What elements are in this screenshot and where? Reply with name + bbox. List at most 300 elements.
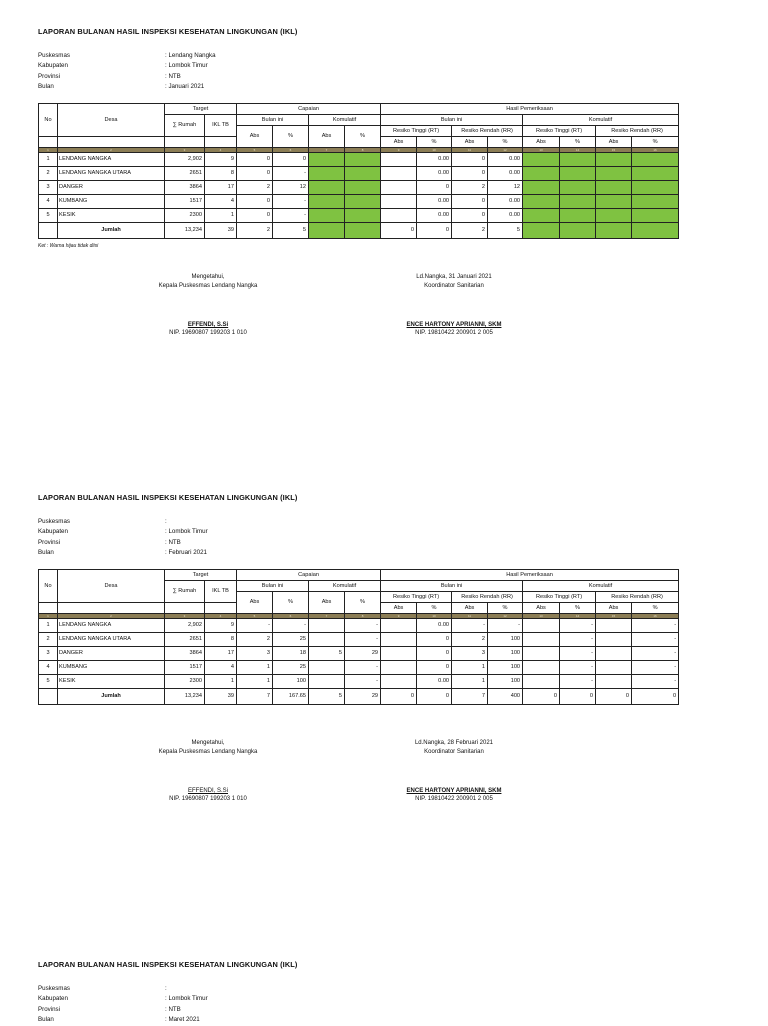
total-cell: 2 <box>237 223 273 239</box>
table-row <box>39 181 679 195</box>
row-cell <box>381 647 417 661</box>
row-cell <box>381 619 417 633</box>
row-cell <box>632 209 679 223</box>
total-cell: 0 <box>632 689 679 705</box>
row-cell: 0.00 <box>417 209 452 223</box>
header-pct: % <box>417 137 452 148</box>
row-cell <box>381 675 417 689</box>
total-cell: 7 <box>237 689 273 705</box>
row-cell: 0 <box>417 647 452 661</box>
header-rr: Resiko Rendah (RR) <box>596 126 679 137</box>
report-januari <box>38 27 738 336</box>
row-cell: 12 <box>488 181 523 195</box>
row-no: 3 <box>39 647 58 661</box>
row-cell <box>560 209 596 223</box>
total-cell: 7 <box>452 689 488 705</box>
row-cell <box>632 153 679 167</box>
col-number: 11 <box>452 614 488 619</box>
row-cell <box>523 181 560 195</box>
total-cell: 0 <box>560 689 596 705</box>
row-desa: KESIK <box>58 675 165 689</box>
row-cell <box>632 167 679 181</box>
header-abs: Abs <box>523 137 560 148</box>
header-abs: Abs <box>237 126 273 148</box>
row-cell: 0.00 <box>417 167 452 181</box>
total-cell <box>560 223 596 239</box>
ikl-table <box>38 103 679 239</box>
col-number: 2 <box>58 148 165 153</box>
row-rumah: 1517 <box>165 661 205 675</box>
total-ikl: 39 <box>205 689 237 705</box>
header-spacer <box>205 137 237 148</box>
header-kumulatif: Komulatif <box>523 581 679 592</box>
header-kumulatif: Komulatif <box>309 581 381 592</box>
row-desa: KESIK <box>58 209 165 223</box>
row-cell: - <box>273 209 309 223</box>
header-abs: Abs <box>309 126 345 148</box>
row-cell: 100 <box>488 675 523 689</box>
row-cell <box>345 181 381 195</box>
info-value: : NTB <box>165 538 181 546</box>
total-cell <box>596 223 632 239</box>
row-cell: 0 <box>452 195 488 209</box>
row-no: 2 <box>39 633 58 647</box>
row-cell: 1 <box>237 661 273 675</box>
row-cell <box>309 195 345 209</box>
col-number: 10 <box>417 614 452 619</box>
row-cell: - <box>488 619 523 633</box>
row-cell: 0.00 <box>417 153 452 167</box>
row-cell: 100 <box>273 675 309 689</box>
header-abs: Abs <box>452 603 488 614</box>
header-abs: Abs <box>523 603 560 614</box>
row-rumah: 2300 <box>165 675 205 689</box>
row-cell: 12 <box>273 181 309 195</box>
row-rumah: 2,902 <box>165 153 205 167</box>
row-desa: LENDANG NANGKA UTARA <box>58 167 165 181</box>
row-desa: LENDANG NANGKA <box>58 153 165 167</box>
row-no: 1 <box>39 619 58 633</box>
row-no: 4 <box>39 195 58 209</box>
table-row <box>39 661 679 675</box>
row-cell: - <box>560 633 596 647</box>
col-number: 16 <box>632 148 679 153</box>
row-cell: 100 <box>488 633 523 647</box>
header-no: No <box>39 104 58 137</box>
row-cell: - <box>273 619 309 633</box>
col-number: 5 <box>237 614 273 619</box>
row-cell <box>523 675 560 689</box>
row-cell: 2 <box>237 181 273 195</box>
total-cell: 167.65 <box>273 689 309 705</box>
header-spacer <box>58 603 165 614</box>
total-no <box>39 223 58 239</box>
row-desa: DANGER <box>58 181 165 195</box>
signature-left <box>118 274 298 336</box>
info-label: Provinsi <box>38 72 61 80</box>
header-rr: Resiko Rendah (RR) <box>452 592 523 603</box>
header-spacer <box>165 137 205 148</box>
total-cell <box>345 223 381 239</box>
header-no: No <box>39 570 58 603</box>
info-value: : <box>165 518 167 525</box>
row-cell: - <box>345 633 381 647</box>
col-number: 8 <box>345 148 381 153</box>
row-cell: - <box>632 647 679 661</box>
row-desa: LENDANG NANGKA UTARA <box>58 633 165 647</box>
row-cell <box>596 181 632 195</box>
row-cell <box>345 167 381 181</box>
row-ikl: 9 <box>205 619 237 633</box>
header-pct: % <box>632 137 679 148</box>
header-target: Target <box>165 570 237 581</box>
row-cell <box>309 675 345 689</box>
header-spacer <box>205 603 237 614</box>
row-cell <box>345 153 381 167</box>
total-cell: 2 <box>452 223 488 239</box>
sig-nip: NIP. 19690807 199203 1 010 <box>169 796 247 802</box>
row-no: 3 <box>39 181 58 195</box>
row-rumah: 1517 <box>165 195 205 209</box>
row-cell: 2 <box>237 633 273 647</box>
row-cell <box>596 167 632 181</box>
row-cell <box>596 647 632 661</box>
header-kumulatif: Komulatif <box>309 115 381 126</box>
col-number: 9 <box>381 614 417 619</box>
row-cell: 25 <box>273 633 309 647</box>
row-cell <box>523 661 560 675</box>
report-title: LAPORAN BULANAN HASIL INSPEKSI KESEHATAN LINGKUNGAN (IKL) <box>38 960 298 969</box>
row-no: 5 <box>39 209 58 223</box>
header-pct: % <box>417 603 452 614</box>
info-label: Provinsi <box>38 538 61 546</box>
header-pct: % <box>345 592 381 614</box>
col-number: 7 <box>309 614 345 619</box>
total-cell: 0 <box>417 689 452 705</box>
col-number: 7 <box>309 148 345 153</box>
note-text: Ket : Warna hijau tidak diisi <box>38 243 99 249</box>
header-bulan-ini: Bulan ini <box>237 115 309 126</box>
row-rumah: 2300 <box>165 209 205 223</box>
header-bulan-ini: Bulan ini <box>381 581 523 592</box>
row-cell: 0.00 <box>417 675 452 689</box>
table-row <box>39 619 679 633</box>
row-cell: - <box>632 661 679 675</box>
total-row <box>39 223 679 239</box>
row-cell: 18 <box>273 647 309 661</box>
col-number: 1 <box>39 148 58 153</box>
report-title: LAPORAN BULANAN HASIL INSPEKSI KESEHATAN LINGKUNGAN (IKL) <box>38 27 298 36</box>
col-number: 5 <box>237 148 273 153</box>
header-pct: % <box>560 137 596 148</box>
row-cell: 100 <box>488 647 523 661</box>
total-rumah: 13,234 <box>165 689 205 705</box>
total-cell: 29 <box>345 689 381 705</box>
row-cell: 0 <box>452 209 488 223</box>
row-cell <box>596 661 632 675</box>
header-bulan-ini: Bulan ini <box>381 115 523 126</box>
col-number: 3 <box>165 614 205 619</box>
total-label: Jumlah <box>58 689 165 705</box>
row-ikl: 1 <box>205 209 237 223</box>
info-value: : Februari 2021 <box>165 549 207 557</box>
row-no: 2 <box>39 167 58 181</box>
row-cell: 0 <box>273 153 309 167</box>
row-ikl: 4 <box>205 661 237 675</box>
header-spacer <box>39 137 58 148</box>
row-cell: 0 <box>237 153 273 167</box>
table-body <box>39 619 679 705</box>
header-kumulatif: Komulatif <box>523 115 679 126</box>
info-value: : Januari 2021 <box>165 83 205 91</box>
total-cell: 5 <box>488 223 523 239</box>
row-cell: - <box>452 619 488 633</box>
table-row <box>39 633 679 647</box>
sig-role: Kepala Puskesmas Lendang Nangka <box>158 283 258 289</box>
header-abs: Abs <box>381 603 417 614</box>
col-number: 13 <box>523 614 560 619</box>
row-ikl: 4 <box>205 195 237 209</box>
row-cell: 100 <box>488 661 523 675</box>
total-cell: 5 <box>273 223 309 239</box>
table-row <box>39 153 679 167</box>
row-cell: - <box>273 195 309 209</box>
signature-right <box>364 274 544 336</box>
header-pct: % <box>560 603 596 614</box>
header-bulan-ini: Bulan ini <box>237 581 309 592</box>
total-rumah: 13,234 <box>165 223 205 239</box>
total-cell: 0 <box>417 223 452 239</box>
header-rt: Resiko Tinggi (RT) <box>523 592 596 603</box>
total-cell: 0 <box>381 689 417 705</box>
row-cell <box>523 619 560 633</box>
total-row <box>39 689 679 705</box>
header-ikl: IKL TB <box>205 115 237 137</box>
header-spacer <box>165 603 205 614</box>
row-cell <box>309 181 345 195</box>
ikl-table <box>38 569 679 705</box>
header-rt: Resiko Tinggi (RT) <box>523 126 596 137</box>
row-no: 4 <box>39 661 58 675</box>
header-spacer <box>39 603 58 614</box>
header-capaian: Capaian <box>237 104 381 115</box>
col-number: 9 <box>381 148 417 153</box>
row-cell: - <box>345 619 381 633</box>
info-label: Provinsi <box>38 1005 61 1013</box>
col-number: 12 <box>488 614 523 619</box>
info-value: : <box>165 985 167 992</box>
row-cell: 3 <box>452 647 488 661</box>
header-pct: % <box>345 126 381 148</box>
row-rumah: 2,902 <box>165 619 205 633</box>
row-cell <box>309 167 345 181</box>
row-cell: 1 <box>237 675 273 689</box>
sig-nip: NIP. 19810422 200901 2 005 <box>415 796 493 802</box>
header-abs: Abs <box>452 137 488 148</box>
row-cell: 0 <box>417 181 452 195</box>
info-label: Bulan <box>38 83 54 91</box>
row-cell: 0.00 <box>488 167 523 181</box>
table-row <box>39 647 679 661</box>
row-cell <box>632 195 679 209</box>
col-number: 11 <box>452 148 488 153</box>
info-label: Kabupaten <box>38 528 68 536</box>
row-cell: 0 <box>417 661 452 675</box>
info-value: : Maret 2021 <box>165 1016 200 1024</box>
row-cell <box>381 209 417 223</box>
row-cell: 0.00 <box>488 195 523 209</box>
row-cell <box>345 209 381 223</box>
header-abs: Abs <box>596 603 632 614</box>
header-rr: Resiko Rendah (RR) <box>452 126 523 137</box>
header-pct: % <box>273 592 309 614</box>
col-number: 13 <box>523 148 560 153</box>
row-cell: - <box>560 619 596 633</box>
header-pct: % <box>632 603 679 614</box>
row-cell: - <box>560 661 596 675</box>
info-label: Puskesmas <box>38 518 70 525</box>
col-number: 12 <box>488 148 523 153</box>
col-number: 6 <box>273 614 309 619</box>
sig-name: EFFENDI, S.Si <box>187 788 228 794</box>
table-row <box>39 209 679 223</box>
row-cell: - <box>237 619 273 633</box>
row-cell <box>523 195 560 209</box>
row-cell <box>381 153 417 167</box>
sig-role: Koordinator Sanitarian <box>424 749 484 755</box>
table-body <box>39 153 679 239</box>
row-cell: 5 <box>309 647 345 661</box>
col-number: 1 <box>39 614 58 619</box>
report-info <box>38 51 738 93</box>
header-hasil: Hasil Pemeriksaan <box>381 104 679 115</box>
row-cell <box>309 661 345 675</box>
header-abs: Abs <box>381 137 417 148</box>
col-number: 10 <box>417 148 452 153</box>
row-cell <box>381 633 417 647</box>
sig-nip: NIP. 19690807 199203 1 010 <box>169 330 247 336</box>
row-desa: KUMBANG <box>58 195 165 209</box>
row-cell <box>381 195 417 209</box>
row-cell <box>596 675 632 689</box>
row-desa: LENDANG NANGKA <box>58 619 165 633</box>
total-cell: 0 <box>381 223 417 239</box>
row-cell: - <box>632 675 679 689</box>
info-label: Puskesmas <box>38 985 70 992</box>
row-rumah: 3864 <box>165 647 205 661</box>
sig-role: Mengetahui, <box>191 274 225 280</box>
row-cell: 0 <box>237 167 273 181</box>
row-cell: - <box>560 647 596 661</box>
row-desa: KUMBANG <box>58 661 165 675</box>
header-capaian: Capaian <box>237 570 381 581</box>
sig-name: ENCE HARTONY APRIANNI, SKM <box>406 322 502 328</box>
row-cell: 0.00 <box>417 195 452 209</box>
info-value: : Lombok Timur <box>165 528 208 536</box>
row-cell <box>523 647 560 661</box>
row-no: 1 <box>39 153 58 167</box>
col-number: 2 <box>58 614 165 619</box>
row-cell: - <box>345 675 381 689</box>
sig-name: EFFENDI, S.Si <box>187 322 229 328</box>
total-label: Jumlah <box>58 223 165 239</box>
row-ikl: 8 <box>205 167 237 181</box>
table-row <box>39 195 679 209</box>
row-ikl: 17 <box>205 181 237 195</box>
row-cell: - <box>632 619 679 633</box>
header-hasil: Hasil Pemeriksaan <box>381 570 679 581</box>
row-cell <box>560 195 596 209</box>
header-rt: Resiko Tinggi (RT) <box>381 126 452 137</box>
row-cell <box>381 167 417 181</box>
row-cell: 1 <box>452 675 488 689</box>
header-abs: Abs <box>309 592 345 614</box>
table-row <box>39 675 679 689</box>
row-cell: 3 <box>237 647 273 661</box>
row-ikl: 8 <box>205 633 237 647</box>
total-cell <box>632 223 679 239</box>
col-number: 8 <box>345 614 381 619</box>
row-cell <box>560 181 596 195</box>
header-pct: % <box>273 126 309 148</box>
col-number: 14 <box>560 614 596 619</box>
total-cell: 0 <box>523 689 560 705</box>
row-rumah: 2651 <box>165 633 205 647</box>
row-cell <box>560 153 596 167</box>
row-cell <box>309 153 345 167</box>
col-number: 3 <box>165 148 205 153</box>
row-cell: 0 <box>452 153 488 167</box>
row-cell <box>523 153 560 167</box>
report-title: LAPORAN BULANAN HASIL INSPEKSI KESEHATAN LINGKUNGAN (IKL) <box>38 493 298 502</box>
header-pct: % <box>488 603 523 614</box>
row-cell <box>596 153 632 167</box>
row-cell <box>596 195 632 209</box>
header-desa: Desa <box>58 570 165 603</box>
report-februari <box>38 493 738 802</box>
header-abs: Abs <box>237 592 273 614</box>
header-rt: Resiko Tinggi (RT) <box>381 592 452 603</box>
total-ikl: 39 <box>205 223 237 239</box>
row-cell <box>596 209 632 223</box>
header-spacer <box>58 137 165 148</box>
signature-right <box>364 740 544 802</box>
total-cell: 0 <box>596 689 632 705</box>
row-cell <box>560 167 596 181</box>
table-row <box>39 167 679 181</box>
col-number: 16 <box>632 614 679 619</box>
row-cell <box>596 619 632 633</box>
row-cell <box>596 633 632 647</box>
info-value: : Lendang Nangka <box>165 52 216 59</box>
info-label: Bulan <box>38 549 54 557</box>
col-number: 14 <box>560 148 596 153</box>
report-info <box>38 984 738 1026</box>
sig-nip: NIP. 19810422 200901 2 005 <box>415 330 493 336</box>
sig-role: Koordinator Sanitarian <box>424 283 484 289</box>
header-pct: % <box>488 137 523 148</box>
total-cell: 400 <box>488 689 523 705</box>
row-cell: 0 <box>417 633 452 647</box>
info-label: Puskesmas <box>38 52 70 59</box>
info-value: : NTB <box>165 72 181 80</box>
header-desa: Desa <box>58 104 165 137</box>
row-cell: - <box>345 661 381 675</box>
info-label: Kabupaten <box>38 62 68 70</box>
row-rumah: 3864 <box>165 181 205 195</box>
total-cell <box>523 223 560 239</box>
col-number: 4 <box>205 148 237 153</box>
